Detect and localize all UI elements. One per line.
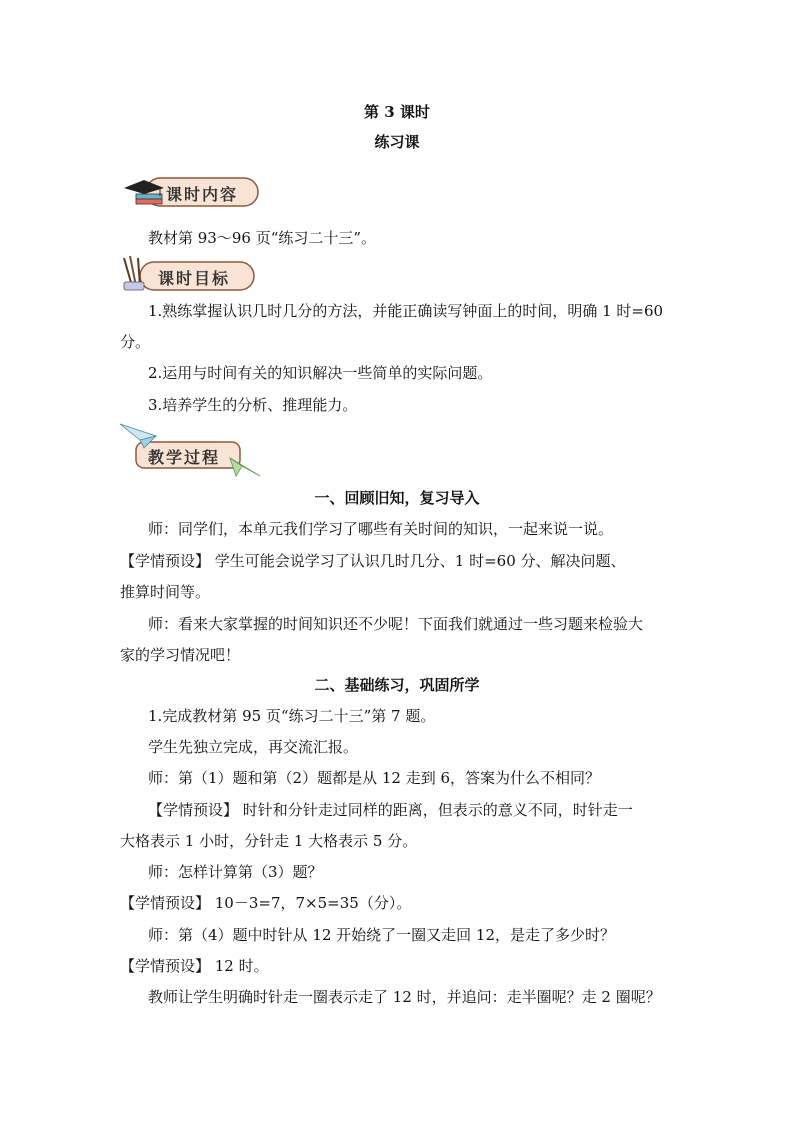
section-2-l2: 学生先独立完成，再交流汇报。 [148,738,359,756]
goal-3: 3.培养学生的分析、推理能力。 [148,396,358,414]
section-2-l4: 【学情预设】 时针和分针走过同样的距离，但表示的意义不同，时针走一 [148,801,633,819]
goal-1-cont: 分。 [120,333,151,351]
lesson-type: 练习课 [374,133,420,151]
section-2-l6: 【学情预设】 10－3=7，7×5=35（分）。 [120,894,412,912]
section-2-l1: 1.完成教材第 95 页“练习二十三”第 7 题。 [148,707,436,725]
section-2-l9: 教师让学生明确时针走一圈表示走了 12 时，并追问：走半圈呢？走 2 圈呢？ [148,988,661,1006]
lesson-number: 第 3 课时 [364,103,430,121]
section-2-l5: 师：怎样计算第（3）题？ [148,863,323,881]
paper-plane-icon [230,458,260,476]
section-1-p2-cont: 推算时间等。 [120,583,211,601]
section-1-p3-cont: 家的学习情况吧！ [120,646,241,664]
goal-1: 1.熟练掌握认识几时几分的方法，并能正确读写钟面上的时间，明确 1 时=60 [148,302,664,320]
banner-teaching-process [118,422,262,478]
goal-2: 2.运用与时间有关的知识解决一些简单的实际问题。 [148,364,493,382]
content-text: 教材第 93～96 页“练习二十三”。 [148,229,377,247]
section-1-p3: 师：看来大家掌握的时间知识还不少呢！下面我们就通过一些习题来检验大 [148,615,644,633]
section-2-l7: 师：第（4）题中时针从 12 开始绕了一圈又走回 12，是走了多少时？ [148,926,616,944]
banner-goals-label: 课时目标 [158,269,231,288]
banner-content-label: 课时内容 [166,185,239,204]
section-2-l3: 师：第（1）题和第（2）题都是从 12 走到 6，答案为什么不相同？ [148,769,601,787]
section-1-p1: 师：同学们，本单元我们学习了哪些有关时间的知识，一起来说一说。 [148,520,614,538]
section-1-p2: 【学情预设】 学生可能会说学习了认识几时几分、1 时=60 分、解决问题、 [120,552,626,570]
section-2-title: 二、基础练习，巩固所学 [314,676,480,694]
section-2-l8: 【学情预设】 12 时。 [120,957,269,975]
section-2-l4-cont: 大格表示 1 小时，分针走 1 大格表示 5 分。 [120,832,418,850]
banner-process-label: 教学过程 [148,448,221,467]
section-1-title: 一、回顾旧知，复习导入 [314,489,480,507]
banner-lesson-content [122,174,262,210]
banner-lesson-goals [118,256,258,294]
